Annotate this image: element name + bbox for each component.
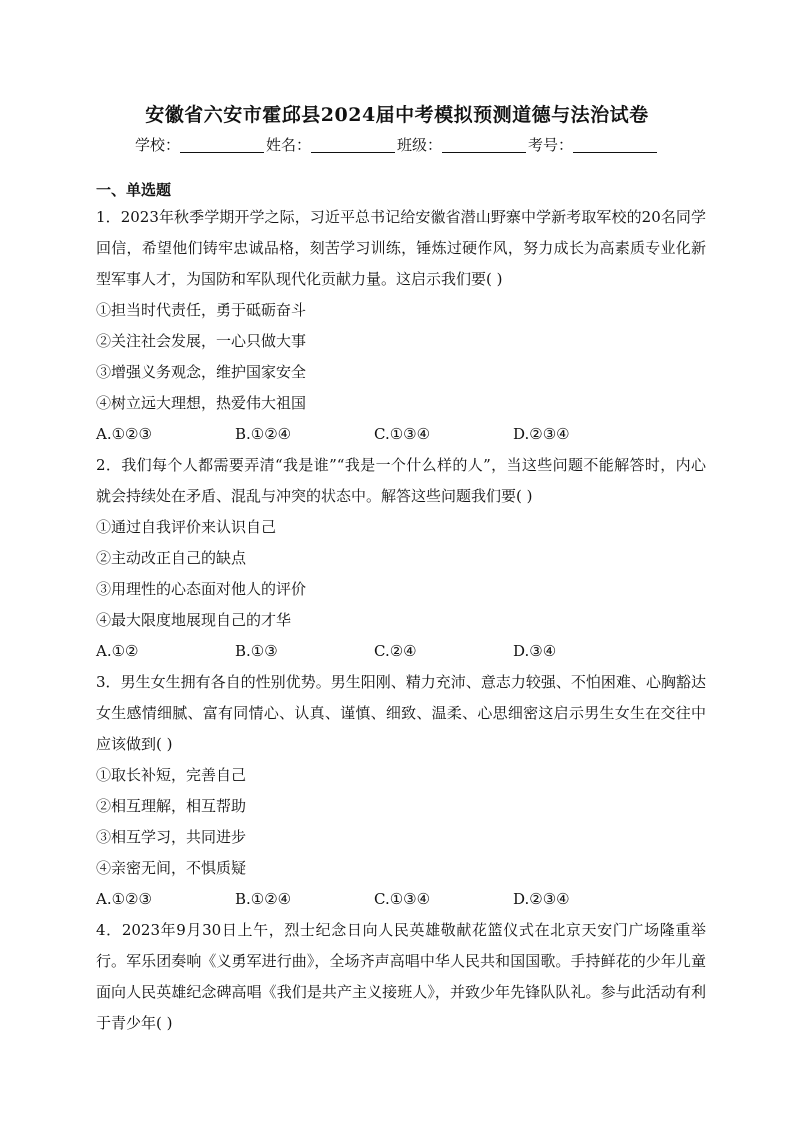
name-field — [266, 134, 397, 155]
student-info-line — [0, 134, 794, 155]
question-3 — [96, 667, 706, 915]
question-4 — [96, 915, 706, 1039]
statement-option: ①取长补短，完善自己 — [96, 766, 247, 784]
answer-choices — [96, 419, 706, 450]
exam-content — [96, 178, 706, 1039]
question-stem: 1．2023年秋季学期开学之际，习近平总书记给安徽省潜山野寨中学新考取军校的20名同学回信，希望他们铸牢忠诚品格，刻苦学习训练，锤炼过硬作风，努力成长为高素质专业化新型军事人才，为国防和军队现代化贡献力量。这启示我们要( ) — [96, 208, 706, 288]
section-title: 一、单选题 — [96, 181, 172, 199]
statement-option: ②相互理解，相互帮助 — [96, 797, 247, 815]
exam-title: 安徽省六安市霍邱县2024届中考模拟预测道德与法治试卷 — [145, 104, 649, 126]
choice-a[interactable]: A.①②③ — [96, 425, 152, 443]
answer-choices — [96, 636, 706, 667]
statement-option: ③增强义务观念，维护国家安全 — [96, 363, 307, 381]
question-stem: 3．男生女生拥有各自的性别优势。男生阳刚、精力充沛、意志力较强、不怕困难、心胸豁达女生感情细腻、富有同情心、认真、谨慎、细致、温柔、心思细密这启示男生女生在交往中应该做到( ) — [96, 673, 706, 753]
statement-option: ②关注社会发展，一心只做大事 — [96, 332, 307, 350]
choice-d[interactable]: D.②③④ — [513, 890, 570, 908]
statement-option: ③相互学习，共同进步 — [96, 828, 247, 846]
choice-c[interactable]: C.①③④ — [374, 890, 431, 908]
class-label: 班级： — [397, 136, 443, 154]
choice-a[interactable]: A.①② — [96, 642, 139, 660]
statement-option: ④最大限度地展现自己的才华 — [96, 611, 292, 629]
choice-d[interactable]: D.②③④ — [513, 425, 570, 443]
question-2 — [96, 450, 706, 667]
school-field — [135, 134, 266, 155]
statement-option: ③用理性的心态面对他人的评价 — [96, 580, 307, 598]
choice-b[interactable]: B.①②④ — [235, 890, 292, 908]
statement-option: ④亲密无间，不惧质疑 — [96, 859, 247, 877]
question-stem: 4．2023年9月30日上午，烈士纪念日向人民英雄敬献花篮仪式在北京天安门广场隆重举行。军乐团奏响《义勇军进行曲》，全场齐声高唱中华人民共和国国歌。手持鲜花的少年儿童面向人民英雄纪念碑高唱《我们是共产主义接班人》，并致少年先锋队队礼。参与此活动有利于青少年( ) — [96, 921, 706, 1032]
choice-c[interactable]: C.①③④ — [374, 425, 431, 443]
choice-b[interactable]: B.①②④ — [235, 425, 292, 443]
statement-option: ①担当时代责任，勇于砥砺奋斗 — [96, 301, 307, 319]
statement-option: ②主动改正自己的缺点 — [96, 549, 247, 567]
question-stem: 2．我们每个人都需要弄清“我是谁”“我是一个什么样的人”，当这些问题不能解答时，内心就会持续处在矛盾、混乱与冲突的状态中。解答这些问题我们要( ) — [96, 456, 706, 505]
number-blank[interactable] — [573, 136, 657, 153]
name-blank[interactable] — [311, 136, 395, 153]
question-1 — [96, 202, 706, 450]
choice-b[interactable]: B.①③ — [235, 642, 278, 660]
statement-option: ①通过自我评价来认识自己 — [96, 518, 277, 536]
choice-d[interactable]: D.③④ — [513, 642, 557, 660]
name-label: 姓名： — [265, 136, 311, 154]
school-label: 学校： — [134, 136, 180, 154]
answer-choices — [96, 884, 706, 915]
class-field — [397, 134, 528, 155]
choice-a[interactable]: A.①②③ — [96, 890, 152, 908]
class-blank[interactable] — [442, 136, 526, 153]
statement-option: ④树立远大理想，热爱伟大祖国 — [96, 394, 307, 412]
choice-c[interactable]: C.②④ — [374, 642, 417, 660]
school-blank[interactable] — [180, 136, 264, 153]
number-field — [528, 134, 659, 155]
number-label: 考号： — [528, 136, 574, 154]
